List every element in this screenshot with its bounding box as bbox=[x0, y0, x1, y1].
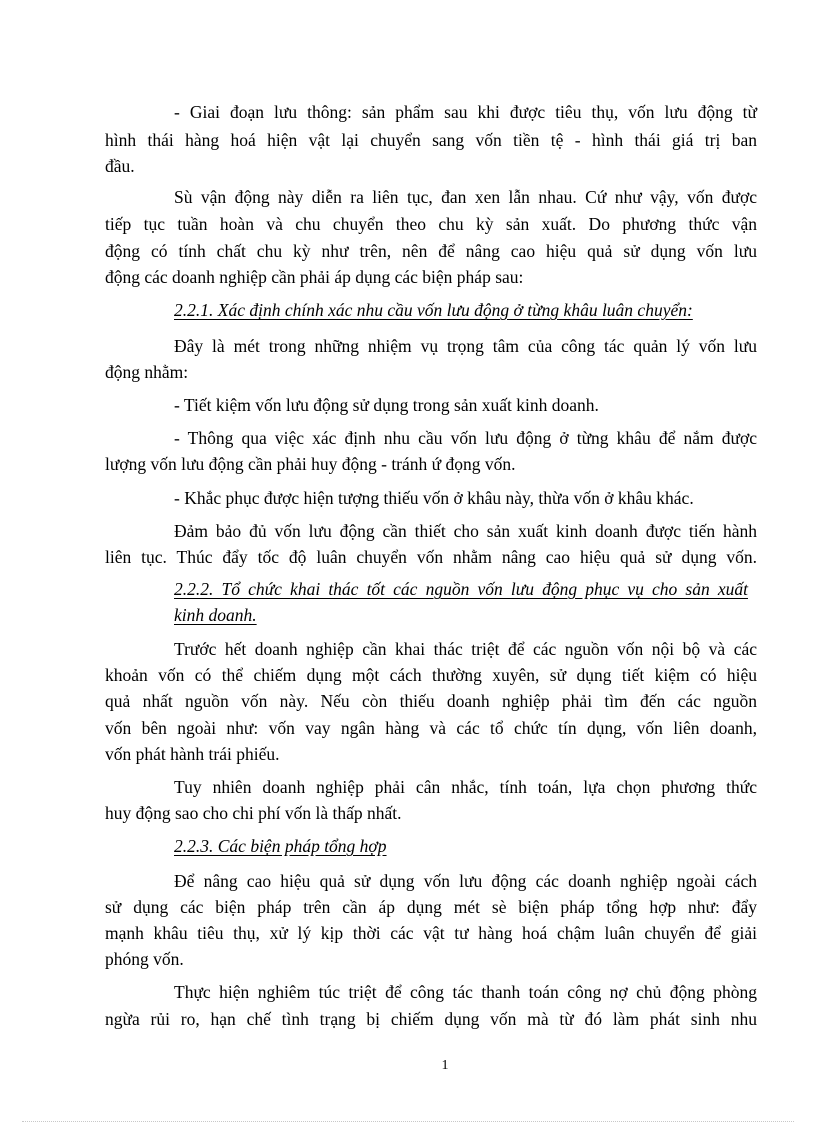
body-text-line: Để nâng cao hiệu quả sử dụng vốn lưu động các doanh nghiệp ngoài cách bbox=[174, 871, 757, 891]
body-text-line: ngừa rủi ro, hạn chế tình trạng bị chiếm dụng vốn mà từ đó làm phát sinh nhu bbox=[105, 1009, 757, 1029]
section-heading-2-2-3: 2.2.3. Các biện pháp tổng hợp bbox=[174, 836, 387, 856]
body-text-line: đầu. bbox=[105, 156, 135, 176]
body-text-line: Trước hết doanh nghiệp cần khai thác triệt để các nguồn vốn nội bộ và các bbox=[174, 639, 757, 659]
body-text-line: Thực hiện nghiêm túc triệt để công tác thanh toán công nợ chủ động phòng bbox=[174, 982, 757, 1002]
body-text-line: Tuy nhiên doanh nghiệp phải cân nhắc, tính toán, lựa chọn phương thức bbox=[174, 777, 757, 797]
body-text-line: hình thái hàng hoá hiện vật lại chuyển sang vốn tiền tệ - hình thái giá trị ban bbox=[105, 130, 757, 150]
body-text-line: quả nhất nguồn vốn này. Nếu còn thiếu doanh nghiệp phải tìm đến các nguồn bbox=[105, 691, 757, 711]
bullet-line: - Khắc phục được hiện tượng thiếu vốn ở khâu này, thừa vốn ở khâu khác. bbox=[174, 488, 694, 508]
bullet-line: - Tiết kiệm vốn lưu động sử dụng trong sản xuất kinh doanh. bbox=[174, 395, 599, 415]
bullet-line: - Thông qua việc xác định nhu cầu vốn lưu động ở từng khâu để nắm được bbox=[174, 428, 757, 448]
body-text-line: lượng vốn lưu động cần phải huy động - tránh ứ đọng vốn. bbox=[105, 454, 516, 474]
body-text-line: huy động sao cho chi phí vốn là thấp nhất. bbox=[105, 803, 402, 823]
body-text-line: động các doanh nghiệp cần phải áp dụng các biện pháp sau: bbox=[105, 267, 524, 287]
body-text-line: vốn bên ngoài như: vốn vay ngân hàng và các tổ chức tín dụng, vốn liên doanh, bbox=[105, 718, 757, 738]
page-bottom-divider bbox=[22, 1121, 794, 1122]
body-text-line: vốn phát hành trái phiếu. bbox=[105, 744, 280, 764]
body-text-line: phóng vốn. bbox=[105, 949, 184, 969]
body-text-line: liên tục. Thúc đẩy tốc độ luân chuyển vốn nhằm nâng cao hiệu quả sử dụng vốn. bbox=[105, 547, 757, 567]
body-text-line: Đảm bảo đủ vốn lưu động cần thiết cho sản xuất kinh doanh được tiến hành bbox=[174, 521, 757, 541]
body-text-line: sử dụng các biện pháp trên cần áp dụng mét sè biện pháp tổng hợp như: đẩy bbox=[105, 897, 757, 917]
body-text-line: động có tính chất chu kỳ như trên, nên để nâng cao hiệu quả sử dụng vốn lưu bbox=[105, 241, 757, 261]
section-heading-2-2-2-cont: kinh doanh. bbox=[174, 605, 257, 625]
page-number: 1 bbox=[441, 1058, 449, 1073]
body-text-line: - Giai đoạn lưu thông: sản phẩm sau khi được tiêu thụ, vốn lưu động từ bbox=[174, 102, 757, 122]
section-heading-2-2-2: 2.2.2. Tổ chức khai thác tốt các nguồn vốn lưu động phục vụ cho sản xuất bbox=[174, 579, 748, 599]
body-text-line: Sù vận động này diễn ra liên tục, đan xen lẫn nhau. Cứ như vậy, vốn được bbox=[174, 187, 757, 207]
body-text-line: tiếp tục tuần hoàn và chu chuyển theo chu kỳ sản xuất. Do phương thức vận bbox=[105, 214, 757, 234]
body-text-line: động nhằm: bbox=[105, 362, 189, 382]
body-text-line: mạnh khâu tiêu thụ, xử lý kịp thời các vật tư hàng hoá chậm luân chuyển để giải bbox=[105, 923, 757, 943]
body-text-line: Đây là mét trong những nhiệm vụ trọng tâm của công tác quản lý vốn lưu bbox=[174, 336, 757, 356]
body-text-line: khoản vốn có thể chiếm dụng một cách thường xuyên, sử dụng tiết kiệm có hiệu bbox=[105, 665, 757, 685]
section-heading-2-2-1: 2.2.1. Xác định chính xác nhu cầu vốn lưu động ở từng khâu luân chuyển: bbox=[174, 300, 693, 320]
